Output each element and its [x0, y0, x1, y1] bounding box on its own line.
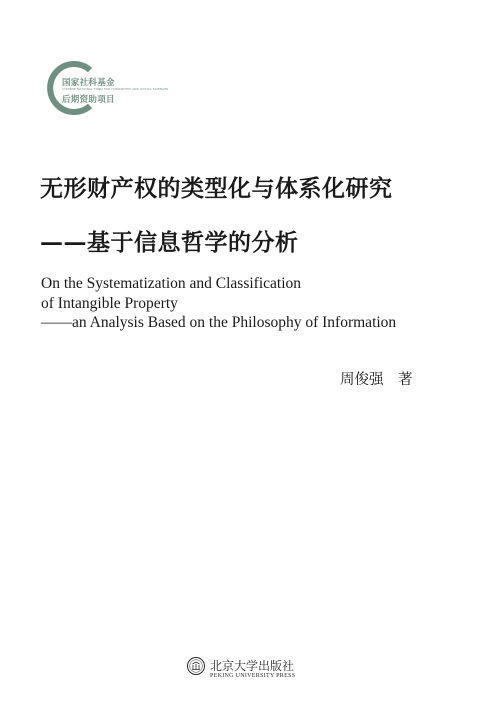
pku-emblem-icon: [186, 656, 206, 676]
book-title-english: [41, 274, 396, 333]
title-english-line-2: of Intangible Property: [41, 294, 178, 312]
title-english-line-1: On the Systematization and Classification: [41, 275, 302, 292]
publisher-name-english: PEKING UNIVERSITY PRESS: [210, 673, 296, 679]
fund-logo: [40, 58, 169, 118]
book-subtitle-chinese: ——基于信息哲学的分析: [40, 229, 299, 256]
publisher-imprint: [186, 651, 306, 683]
fund-name-english: CHINESE NATIONAL FUND FOR HUMANITIES AND SOCIAL SCIENCES: [62, 87, 169, 91]
title-english-line-3: ——an Analysis Based on the Philosophy of Information: [41, 314, 397, 331]
fund-name: 国家社科基金: [62, 78, 115, 88]
fund-program: 后期资助项目: [62, 95, 115, 105]
book-title-chinese: 无形财产权的类型化与体系化研究: [40, 175, 393, 202]
author-credit: 周俊强 著: [340, 372, 413, 388]
publisher-name-chinese: 北京大学出版社: [210, 659, 295, 673]
